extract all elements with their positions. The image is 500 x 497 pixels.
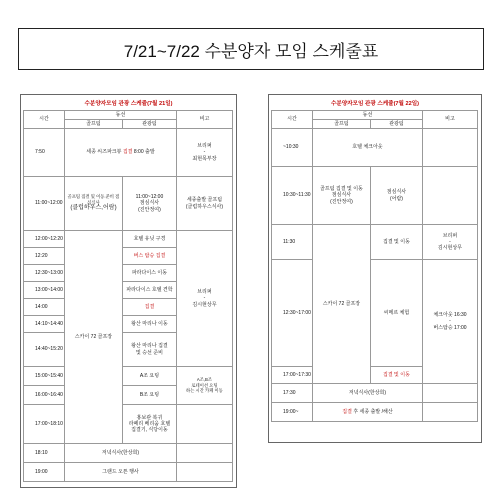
table-row: 17:00~18:10 홍보관 복귀 라페리 베리움 호텔 집결기, 식당이동 bbox=[24, 405, 233, 444]
header-time: 시간 bbox=[272, 111, 313, 129]
table-row: 13:00~14:00 파라다이스 호텔 견학 bbox=[24, 282, 233, 299]
table-row: 7:50 세종 씨즈파크뷰 집결 8:00 출발 브리퍼 - 최현목부장 bbox=[24, 129, 233, 177]
table-row: 11:30 스카이 72 골프장 집결 및 이동 브리퍼 - 김시현상무 bbox=[272, 225, 478, 260]
golf-course-cell: 스카이 72 골프장 bbox=[64, 231, 122, 444]
table-row: 14:40~15:20 왕산 마리나 집결 및 승선 준비 bbox=[24, 333, 233, 367]
header-golf: 골프팀 bbox=[64, 120, 122, 129]
header-tour: 관광팀 bbox=[122, 120, 176, 129]
briefer-note: 브리퍼 - 최현목부장 bbox=[176, 129, 232, 177]
schedule-table-day2 bbox=[271, 110, 478, 422]
header-route: 동선 bbox=[64, 111, 176, 120]
table-row: 18:10 저녁식사(한상희) bbox=[24, 444, 233, 463]
header-route: 동선 bbox=[312, 111, 422, 120]
table-row: 19:00~ 집결 후 세종 출발 /해산 bbox=[272, 403, 478, 422]
panel-title-day1: 수분양자모임 관광 스케쥴(7월 21일) bbox=[84, 101, 173, 107]
golf-lunch-cell: 골프팀 집결 및 이동.준비 점심식사 (클럽하우스,어람) bbox=[64, 177, 122, 231]
table-row: 12:20 버스 탑승 집결 bbox=[24, 248, 233, 265]
table-row: 11:00~12:00 골프팀 집결 및 이동.준비 점심식사 (클럽하우스,어람) 11:00~12:00 점심식사 (진안정여) 세종출발 골프팀 (클럽하우스식사) bbox=[24, 177, 233, 231]
table-row: 17:00~17:30 집결 및 이동 bbox=[272, 367, 478, 384]
schedule-panel-day2 bbox=[268, 94, 482, 443]
table-row: 16:00~16:40 B조 요팅 bbox=[24, 386, 233, 405]
header-golf: 골프팀 bbox=[312, 120, 370, 129]
table-row: 10:30~11:30 골프팀 집결 및 이동 점심식사 (진안정여) 점심식사 (어람) bbox=[272, 167, 478, 225]
table-row: 12:30~13:00 파라다이스 이동 bbox=[24, 265, 233, 282]
header-note: 비고 bbox=[422, 111, 477, 129]
schedule-panel-day1 bbox=[20, 94, 237, 488]
table-row: 12:00~12:20 스카이 72 골프장 호텔 유닛 구경 브리퍼 - 김시현상무 bbox=[24, 231, 233, 248]
header-time: 시간 bbox=[24, 111, 65, 129]
golf-course-cell: 스카이 72 골프장 bbox=[312, 225, 370, 384]
table-row: 17:30 저녁식사(한상희) bbox=[272, 384, 478, 403]
departure-cell: 세종 씨즈파크뷰 집결 8:00 출발 bbox=[64, 129, 176, 177]
header-note: 비고 bbox=[176, 111, 232, 129]
table-row: ~10:30 호텔 체크아웃 bbox=[272, 129, 478, 167]
table-row: 14:10~14:40 왕산 마리나 이동 bbox=[24, 316, 233, 333]
table-row: 12:30~17:00 씨메르 체험 체크아웃 16:30 - 버스탑승 17:00 bbox=[272, 260, 478, 367]
panel-title-day2: 수분양자모임 관광 스케쥴(7월 22일) bbox=[331, 101, 419, 107]
table-row: 19:00 그랜드 오픈 행사 bbox=[24, 463, 233, 482]
header-tour: 관광팀 bbox=[370, 120, 422, 129]
table-row: 14:00 집결 bbox=[24, 299, 233, 316]
page-title: 7/21~7/22 수분양자 모임 스케줄표 bbox=[18, 28, 484, 70]
schedule-table-day1 bbox=[23, 110, 233, 482]
table-row: 15:00~15:40 A조 요팅 A조,B조 로테이션 요팅 하는 시간 카페 이동 bbox=[24, 367, 233, 386]
